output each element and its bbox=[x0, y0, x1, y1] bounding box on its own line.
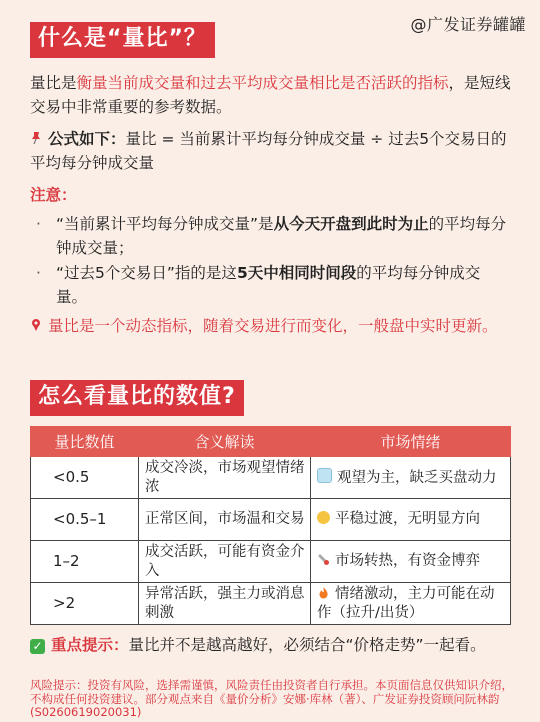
location-pin-icon bbox=[30, 318, 42, 332]
section-title-what-is-volume-ratio: 什么是“量比”？ bbox=[30, 22, 215, 58]
sentiment-text: 观望为主，缺乏买盘动力 bbox=[337, 469, 497, 486]
fire-icon bbox=[317, 586, 330, 599]
table-row bbox=[31, 499, 511, 541]
thermometer-icon bbox=[317, 553, 330, 566]
formula-text: 量比 = 当前累计平均每分钟成交量 ÷ 过去5个交易日的平均每分钟成交量 bbox=[30, 130, 507, 172]
bullet-bold: 5天中相同时间段 bbox=[236, 264, 357, 282]
intro-paragraph bbox=[30, 71, 514, 119]
tip-text: 量比并不是越高越好，必须结合“价格走势”一起看。 bbox=[128, 636, 486, 654]
tip-label: 重点提示： bbox=[51, 636, 129, 654]
sentiment-text: 市场转热，有资金博弈 bbox=[335, 553, 480, 569]
cell-sentiment bbox=[311, 583, 511, 625]
intro-text-a: 量比是 bbox=[30, 74, 77, 92]
cell-value: <0.5 bbox=[31, 457, 139, 499]
table-row bbox=[31, 541, 511, 583]
smiley-face-icon bbox=[317, 511, 330, 524]
table-row bbox=[31, 583, 511, 625]
check-mark-icon: ✓ bbox=[30, 639, 45, 654]
formula-label: 公式如下： bbox=[48, 130, 126, 148]
bullet-dot: · bbox=[36, 264, 41, 282]
cell-meaning: 成交活跃，可能有资金介入 bbox=[139, 541, 311, 583]
cell-sentiment bbox=[311, 499, 511, 541]
cell-meaning: 正常区间，市场温和交易 bbox=[139, 499, 311, 541]
col-header-value: 量比数值 bbox=[31, 427, 139, 457]
col-header-sentiment: 市场情绪 bbox=[311, 427, 511, 457]
table-header-row bbox=[31, 427, 511, 457]
cell-value: <0.5–1 bbox=[31, 499, 139, 541]
pushpin-icon bbox=[30, 131, 42, 145]
table-row bbox=[31, 457, 511, 499]
intro-text-c: ，是短线交易中非常重要的参考数据。 bbox=[30, 74, 511, 116]
dynamic-note bbox=[30, 314, 514, 338]
note-bullet bbox=[36, 212, 510, 260]
risk-disclaimer: 风险提示：投资有风险，选择需谨慎，风险责任由投资者自行承担。本页面信息仅供知识介绍，不构成任何投资建议。部分观点来自《量价分析》安娜·库林（著）、广发证券投资顾问阮林韵(S0260619020031) bbox=[30, 678, 513, 719]
dynamic-text: 量比是一个动态指标，随着交易进行而变化，一般盘中实时更新。 bbox=[48, 317, 498, 335]
bullet-text-c: 的平均每分钟成交量； bbox=[56, 215, 507, 257]
note-title: 注意： bbox=[30, 186, 77, 204]
formula-paragraph bbox=[30, 127, 514, 175]
bullet-bold: 从今天开盘到此时为止 bbox=[273, 215, 429, 233]
bullet-text-a: “当前累计平均每分钟成交量”是 bbox=[56, 215, 274, 233]
cell-value: >2 bbox=[31, 583, 139, 625]
cell-value: 1–2 bbox=[31, 541, 139, 583]
cell-sentiment bbox=[311, 541, 511, 583]
brand-handle: @广发证券罐罐 bbox=[410, 15, 526, 34]
sentiment-text: 平稳过渡，无明显方向 bbox=[335, 511, 480, 527]
bullet-text-c: 的平均每分钟成交量。 bbox=[56, 264, 481, 306]
note-bullet bbox=[36, 261, 510, 309]
key-tip bbox=[30, 633, 514, 657]
cell-meaning: 成交冷淡，市场观望情绪浓 bbox=[139, 457, 311, 499]
intro-highlight: 衡量当前成交量和过去平均成交量相比是否活跃的指标 bbox=[76, 74, 449, 92]
volume-ratio-table bbox=[30, 426, 511, 625]
ice-cube-icon bbox=[317, 468, 332, 483]
sentiment-text: 情绪激动，主力可能在动作（拉升/出货） bbox=[317, 585, 495, 621]
col-header-meaning: 含义解读 bbox=[139, 427, 311, 457]
bullet-text-a: “过去5个交易日”指的是这 bbox=[56, 264, 237, 282]
cell-meaning: 异常活跃，强主力或消息刺激 bbox=[139, 583, 311, 625]
section-title-how-to-read: 怎么看量比的数值? bbox=[30, 380, 244, 416]
bullet-dot: · bbox=[36, 215, 41, 233]
cell-sentiment bbox=[311, 457, 511, 499]
